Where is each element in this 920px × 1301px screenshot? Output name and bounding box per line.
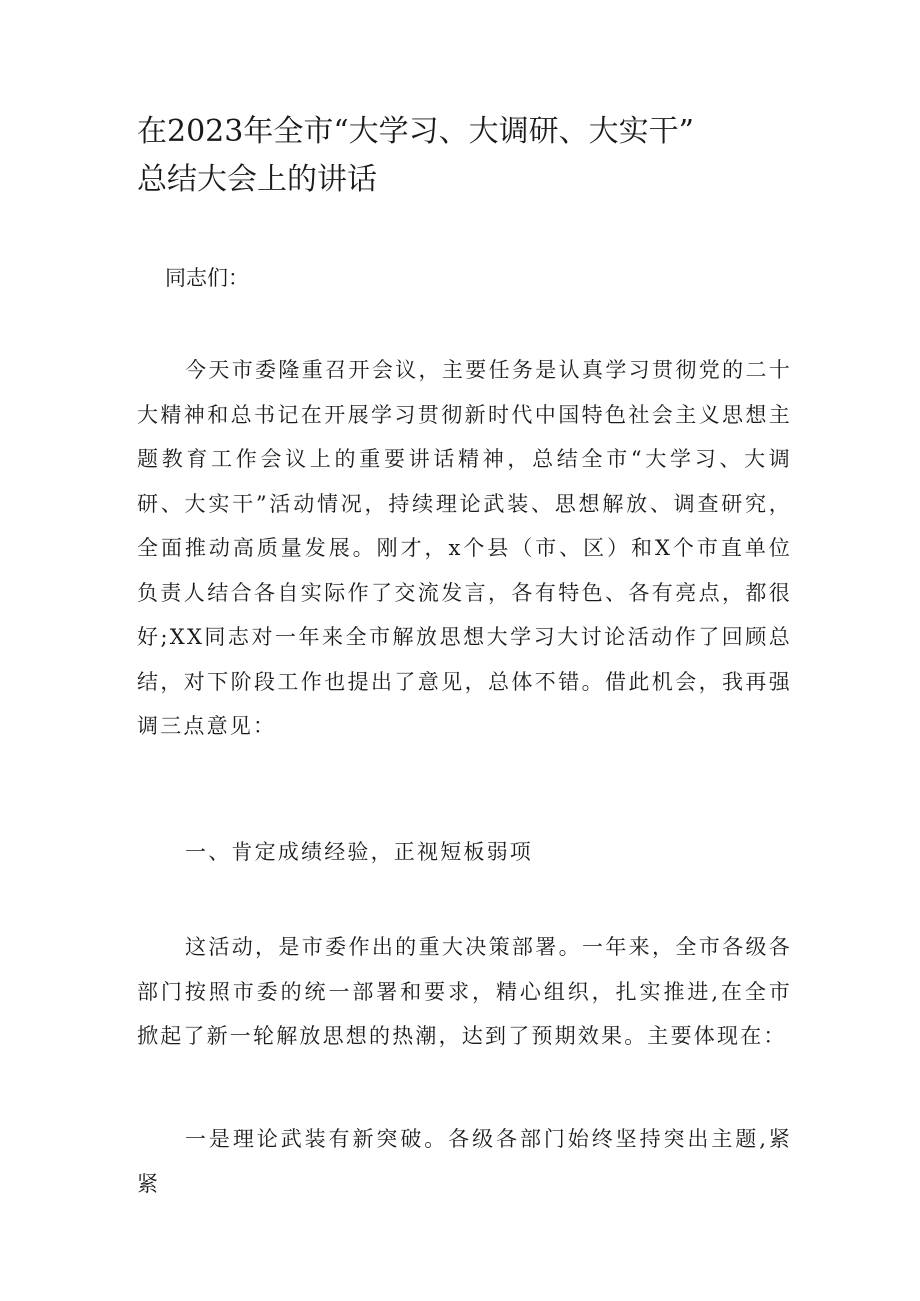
- title-line-1: 在2023年全市“大学习、大调研、大实干”: [137, 114, 695, 149]
- salutation: 同志们：: [165, 266, 249, 290]
- paragraph-theory: 一是理论武装有新突破。各级各部门始终坚持突出主题,紧紧: [137, 1127, 792, 1196]
- paragraph-opening: 今天市委隆重召开会议，主要任务是认真学习贯彻党的二十大精神和总书记在开展学习贯彻新时代中国特色社会主义思想主题教育工作会议上的重要讲话精神，总结全市“大学习、大调研、大实干”活动情况，持续理论武装、思想解放、调查研究，全面推动高质量发展。刚才，x个县（市、区）和X个市直单位负责人结合各自实际作了交流发言，各有特色、各有亮点，都很好;XX同志对一年来全市解放思想大学习大讨论活动作了回顾总结，对下阶段工作也提出了意见，总体不错。借此机会，我再强调三点意见：: [137, 358, 792, 738]
- document-title: [137, 108, 797, 204]
- paragraph-achievements: 这活动，是市委作出的重大决策部署。一年来，全市各级各部门按照市委的统一部署和要求，精心组织，扎实推进,在全市掀起了新一轮解放思想的热潮，达到了预期效果。主要体现在：: [137, 935, 792, 1048]
- title-line-2: 总结大会上的讲话: [137, 162, 377, 197]
- section-heading-1: 一、肯定成绩经验，正视短板弱项: [185, 840, 533, 864]
